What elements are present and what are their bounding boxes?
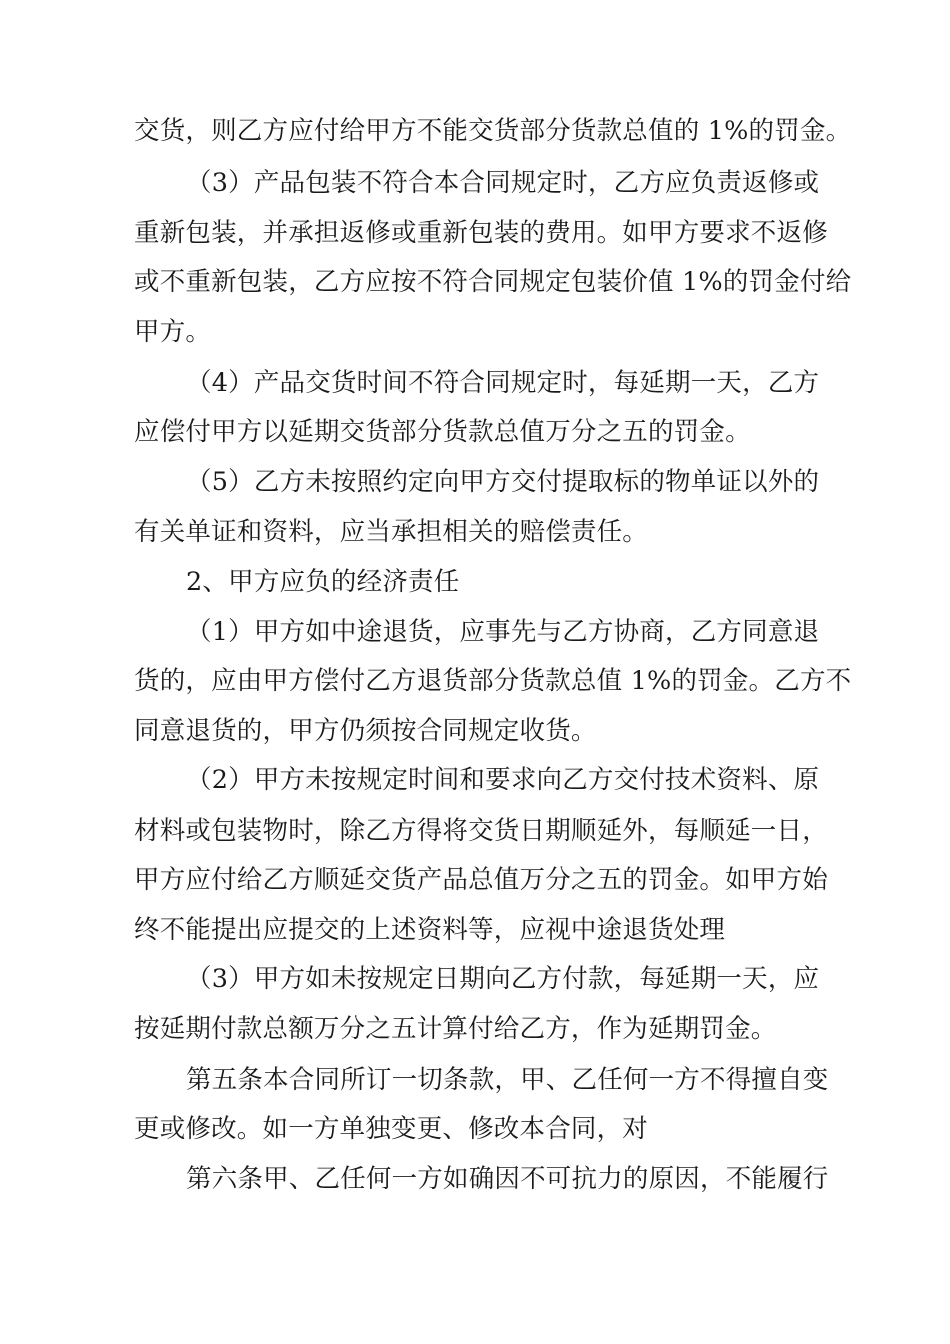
- text-line: 应偿付甲方以延期交货部分货款总值万分之五的罚金。: [134, 417, 751, 447]
- text-line: 或不重新包装，乙方应按不符合同规定包装价值 1%的罚金付给: [134, 267, 852, 297]
- text-line: （5）乙方未按照约定向甲方交付提取标的物单证以外的: [186, 467, 820, 497]
- text-line: 甲方应付给乙方顺延交货产品总值万分之五的罚金。如甲方始: [134, 865, 828, 895]
- text-line: 更或修改。如一方单独变更、修改本合同，对: [134, 1114, 649, 1144]
- text-line: 有关单证和资料，应当承担相关的赔偿责任。: [134, 517, 649, 547]
- text-line: 材料或包装物时，除乙方得将交货日期顺延外，每顺延一日，: [134, 816, 828, 846]
- text-line: 第五条本合同所订一切条款，甲、乙任何一方不得擅自变: [186, 1065, 829, 1095]
- text-line: （3）甲方如未按规定日期向乙方付款，每延期一天，应: [186, 964, 820, 994]
- text-line: 重新包装，并承担返修或重新包装的费用。如甲方要求不返修: [134, 218, 828, 248]
- text-line: 交货，则乙方应付给甲方不能交货部分货款总值的 1%的罚金。: [134, 116, 852, 146]
- text-line: 终不能提出应提交的上述资料等，应视中途退货处理: [134, 915, 726, 945]
- text-line: （2）甲方未按规定时间和要求向乙方交付技术资料、原: [186, 765, 820, 795]
- section-heading: 2、甲方应负的经济责任: [186, 567, 460, 597]
- text-line: 货的，应由甲方偿付乙方退货部分货款总值 1%的罚金。乙方不: [134, 666, 852, 696]
- text-line: 第六条甲、乙任何一方如确因不可抗力的原因，不能履行: [186, 1164, 829, 1194]
- text-line: 按延期付款总额万分之五计算付给乙方，作为延期罚金。: [134, 1014, 777, 1044]
- text-line: （4）产品交货时间不符合同规定时，每延期一天，乙方: [186, 368, 820, 398]
- text-line: 甲方。: [134, 317, 212, 347]
- text-line: （3）产品包装不符合本合同规定时，乙方应负责返修或: [186, 168, 820, 198]
- text-line: （1）甲方如中途退货，应事先与乙方协商，乙方同意退: [186, 617, 820, 647]
- text-line: 同意退货的，甲方仍须按合同规定收货。: [134, 716, 597, 746]
